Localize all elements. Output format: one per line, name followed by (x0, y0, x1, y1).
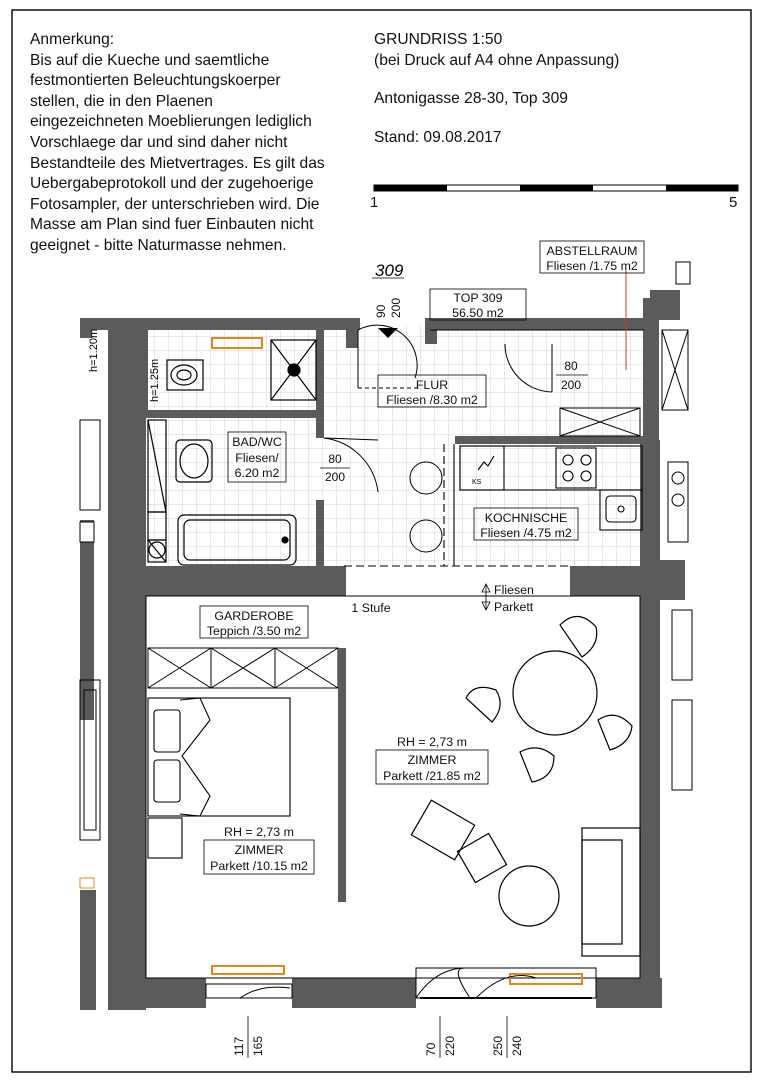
store-door-width: 80 (564, 359, 578, 373)
scale-bar (374, 185, 738, 191)
note-line: Bis auf die Kueche und saemtliche (30, 51, 270, 69)
window-2-height: 220 (443, 1035, 457, 1056)
kochnische-name: KOCHNISCHE (484, 511, 568, 525)
abstellraum-floor: Fliesen /1.75 m2 (546, 259, 638, 273)
bad-floor-1: Fliesen/ (235, 451, 279, 465)
bath-door-width: 80 (328, 452, 342, 466)
scale-end: 5 (729, 194, 738, 211)
entry-door-height: 200 (389, 297, 403, 318)
window-1-height: 165 (251, 1035, 265, 1056)
bad-name: BAD/WC (232, 435, 282, 449)
top-area: 56.50 m2 (452, 306, 504, 320)
floor-change-top: Fliesen (494, 583, 534, 597)
top-name: TOP 309 (453, 291, 503, 305)
plan-title: GRUNDRISS 1:50 (374, 31, 503, 48)
note-line: eingezeichneten Moeblierungen lediglich (30, 113, 312, 131)
living-name: ZIMMER (407, 753, 457, 767)
flur-floor: Fliesen /8.30 m2 (386, 393, 478, 407)
floor-change-bottom: Parkett (494, 600, 534, 614)
note-line: Masse am Plan sind fuer Einbauten nicht (30, 216, 314, 234)
flur-name: FLUR (415, 378, 449, 392)
wardrobe (148, 648, 338, 688)
window-2-width: 70 (424, 1042, 438, 1056)
note-line: Bestandteile des Mietvertrages. Es gilt das (30, 154, 325, 172)
living-height: RH = 2,73 m (397, 735, 467, 749)
kochnische-floor: Fliesen /4.75 m2 (480, 526, 572, 540)
bedroom-height: RH = 2,73 m (224, 825, 294, 839)
garderobe-name: GARDEROBE (214, 609, 294, 623)
living-furniture (411, 616, 640, 956)
store-door-height: 200 (560, 378, 582, 392)
address: Antonigasse 28-30, Top 309 (374, 90, 568, 108)
height-label-wc: h=1.25m (149, 358, 161, 402)
living-floor: Parkett /21.85 m2 (383, 769, 481, 783)
window-1-width: 117 (232, 1036, 246, 1056)
scale-start: 1 (370, 194, 379, 211)
print-hint: (bei Druck auf A4 ohne Anpassung) (374, 51, 620, 69)
ks-label: KS (472, 479, 482, 486)
bath-door-height: 200 (324, 470, 346, 484)
entry-door-width: 90 (374, 304, 388, 318)
garderobe-floor: Teppich /3.50 m2 (206, 624, 302, 638)
note-line: Uebergabeprotokoll und der zugehoerige (30, 175, 314, 193)
neighbour-right (662, 262, 692, 790)
partition-wall (338, 648, 346, 902)
unit-marker: 309 (375, 261, 404, 280)
height-label-left: h=1.20m (88, 328, 100, 372)
bad-floor-2: 6.20 m2 (234, 466, 280, 480)
note-line: stellen, die in den Plaenen (30, 92, 213, 110)
step-label: 1 Stufe (351, 601, 391, 615)
window-3-width: 250 (491, 1035, 505, 1056)
note-line: festmontierten Beleuchtungskoerper (30, 72, 281, 90)
window-3-height: 240 (510, 1035, 524, 1056)
bedroom-floor: Parkett /10.15 m2 (210, 859, 308, 873)
note-line: Fotosampler, der unterschrieben wird. Die (30, 195, 320, 213)
abstellraum-name: ABSTELLRAUM (546, 244, 638, 258)
note-line: geeignet - bitte Naturmasse nehmen. (30, 236, 287, 254)
bedroom-name: ZIMMER (234, 843, 284, 857)
note-line: Vorschlaege dar und sind daher nicht (30, 133, 288, 151)
note-heading: Anmerkung: (30, 31, 115, 48)
plan-date: Stand: 09.08.2017 (374, 128, 502, 146)
